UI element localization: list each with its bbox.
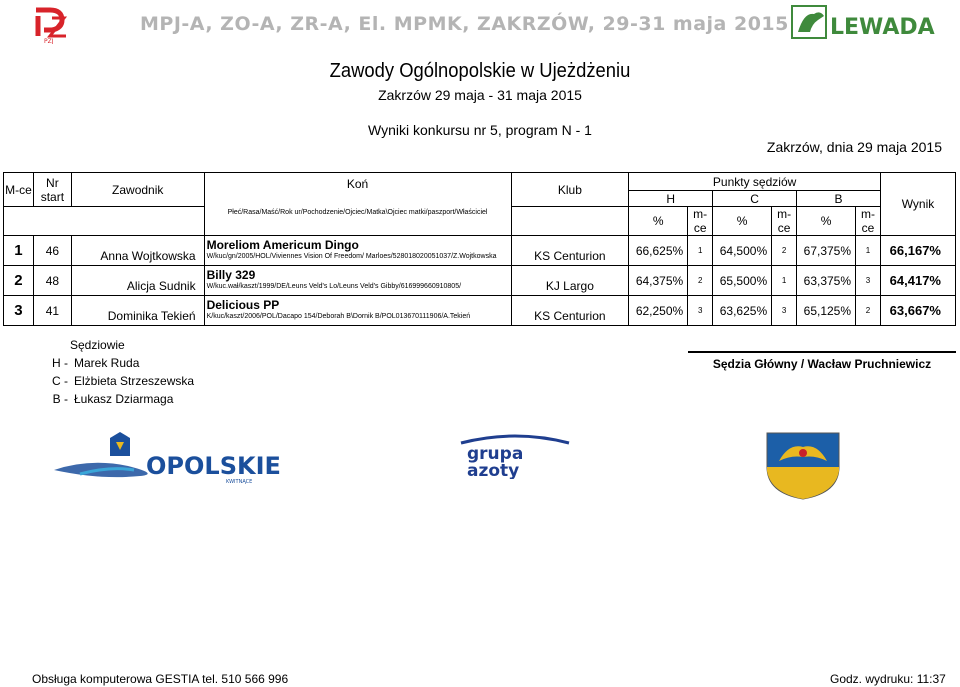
cell-rider: Alicja Sudnik <box>71 266 204 296</box>
cell-place: 1 <box>4 236 34 266</box>
grupa-azoty-logo <box>455 433 575 479</box>
header-c-pct: % <box>713 207 772 236</box>
svg-text:LEWADA: LEWADA <box>830 15 935 40</box>
cell-c-rank: 2 <box>772 236 797 266</box>
cell-b-pct: 63,375% <box>797 266 856 296</box>
cell-rider: Anna Wojtkowska <box>71 236 204 266</box>
cell-c-rank: 1 <box>772 266 797 296</box>
cell-place: 3 <box>4 296 34 326</box>
cell-start-no: 41 <box>33 296 71 326</box>
table-row <box>4 296 956 326</box>
header-judge-h: H <box>629 191 713 207</box>
svg-text:OPOLSKIE: OPOLSKIE <box>146 452 281 480</box>
chief-judge: Sędzia Główny / Wacław Pruchniewicz <box>712 357 932 371</box>
judge-position: H - <box>52 356 68 370</box>
cell-h-rank: 2 <box>688 266 713 296</box>
judge-name: Marek Ruda <box>74 356 140 370</box>
header-judges-points: Punkty sędziów <box>629 173 881 191</box>
cell-club: KS Centurion <box>511 236 629 266</box>
cell-place: 2 <box>4 266 34 296</box>
cell-c-pct: 64,500% <box>713 236 772 266</box>
header-place: M-ce <box>4 173 34 207</box>
judges-title: Sędziowie <box>70 338 125 352</box>
svg-text:azoty: azoty <box>467 461 520 479</box>
header-judge-b: B <box>797 191 881 207</box>
cell-club: KJ Largo <box>511 266 629 296</box>
place-date: Zakrzów, dnia 29 maja 2015 <box>766 139 942 155</box>
cell-club: KS Centurion <box>511 296 629 326</box>
header-start-no: Nr start <box>33 173 71 207</box>
pzj-logo <box>30 6 72 44</box>
event-dates: Zakrzów 29 maja - 31 maja 2015 <box>378 87 582 103</box>
judge-position: B - <box>52 392 68 406</box>
header-club: Klub <box>511 173 629 207</box>
cell-start-no: 46 <box>33 236 71 266</box>
footer-print-time: Godz. wydruku: 11:37 <box>830 672 946 686</box>
judge-name: Elżbieta Strzeszewska <box>74 374 195 388</box>
svg-text:KWITNĄCE: KWITNĄCE <box>226 479 253 485</box>
cell-result: 64,417% <box>880 266 955 296</box>
table-row <box>4 266 956 296</box>
horse-info: W/kuc/gn/2005/HOL/Viviennes Vision Of Freedom/ Marloes/528018020051037/Z.Wojtkowska <box>206 253 497 260</box>
header-c-mce: m-ce <box>772 207 797 236</box>
cell-h-pct: 64,375% <box>629 266 688 296</box>
header-b-pct: % <box>797 207 856 236</box>
footer-service: Obsługa komputerowa GESTIA tel. 510 566 996 <box>32 672 289 686</box>
judge-b <box>50 392 173 406</box>
header-rider: Zawodnik <box>71 173 204 207</box>
header-h-mce: m-ce <box>688 207 713 236</box>
svg-text:PZJ: PZJ <box>44 38 54 44</box>
cell-h-pct: 62,250% <box>629 296 688 326</box>
header-judge-c: C <box>713 191 797 207</box>
cell-c-pct: 63,625% <box>713 296 772 326</box>
lewada-logo <box>790 4 940 40</box>
competition-title: Wyniki konkursu nr 5, program N - 1 <box>368 122 592 138</box>
header-horse-sub: Płeć/Rasa/Maść/Rok ur/Pochodzenie/Ojciec/Matka\Ojciec matki/paszport/Właściciel <box>204 191 511 236</box>
cell-horse <box>204 296 511 326</box>
horse-info: W/kuc.wał/kaszt/1999/DE/Leuns Veld's Lo/Leuns Veld's Gibby/616999660910805/ <box>206 283 462 290</box>
cell-h-rank: 1 <box>688 236 713 266</box>
cell-result: 66,167% <box>880 236 955 266</box>
cell-h-rank: 3 <box>688 296 713 326</box>
header-result: Wynik <box>880 173 955 236</box>
coat-of-arms-icon <box>765 431 841 501</box>
horse-name: Billy 329 <box>206 268 256 282</box>
cell-c-rank: 3 <box>772 296 797 326</box>
horse-name: Moreliom Americum Dingo <box>206 238 359 252</box>
cell-c-pct: 65,500% <box>713 266 772 296</box>
header-horse: Koń <box>204 173 511 191</box>
svg-text:grupa: grupa <box>467 444 524 464</box>
cell-start-no: 48 <box>33 266 71 296</box>
cell-horse <box>204 266 511 296</box>
main-title: Zawody Ogólnopolskie w Ujeżdżeniu <box>329 60 631 82</box>
judge-name: Łukasz Dziarmaga <box>74 392 174 406</box>
judge-position: C - <box>52 374 68 388</box>
cell-b-rank: 1 <box>856 236 881 266</box>
cell-rider: Dominika Tekień <box>71 296 204 326</box>
horse-info: K/kuc/kaszt/2006/POL/Dacapo 154/Deborah B\Dornik B/POL013670111906/A.Tekień <box>206 313 471 320</box>
cell-result: 63,667% <box>880 296 955 326</box>
banner-title: MPJ-A, ZO-A, ZR-A, El. MPMK, ZAKRZÓW, 29-31 maja 2015 <box>140 13 789 35</box>
cell-b-rank: 2 <box>856 296 881 326</box>
header-h-pct: % <box>629 207 688 236</box>
cell-h-pct: 66,625% <box>629 236 688 266</box>
judge-c <box>50 374 194 388</box>
cell-horse <box>204 236 511 266</box>
table-row <box>4 236 956 266</box>
cell-b-pct: 67,375% <box>797 236 856 266</box>
signature-line <box>688 351 956 353</box>
results-table <box>3 172 956 326</box>
opolskie-logo <box>50 430 300 486</box>
cell-b-pct: 65,125% <box>797 296 856 326</box>
horse-name: Delicious PP <box>206 298 280 312</box>
header-b-mce: m-ce <box>856 207 881 236</box>
judge-h <box>50 356 139 370</box>
cell-b-rank: 3 <box>856 266 881 296</box>
